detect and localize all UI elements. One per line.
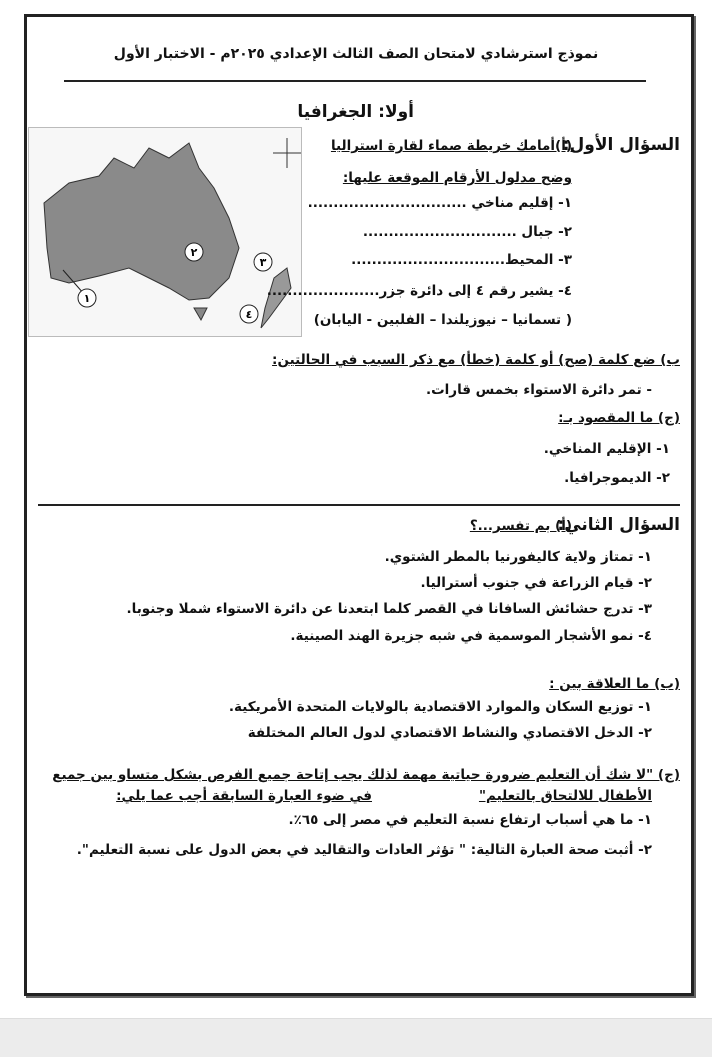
q2-a-item: ٣- تدرج حشائش السافانا في القصر كلما ابتعدنا عن دائرة الاستواء شملا وجنوبا. bbox=[126, 601, 652, 617]
q2-a-title: (أ) بم تفسر...؟ bbox=[469, 518, 572, 534]
q2-c-instruction: في ضوء العبارة السابقة أجب عما يلي: bbox=[116, 788, 372, 804]
q1-c-item: ٢- الديموجرافيا. bbox=[564, 470, 670, 486]
q1-b-title: ب) ضع كلمة (صح) أو كلمة (خطأ) مع ذكر السبب في الحالتين: bbox=[272, 352, 680, 368]
q1-a-options: ( تسمانيا – نيوزيلندا – الفلبين - اليابان) bbox=[313, 312, 572, 328]
q2-c-quote: (ج) "لا شك أن التعليم ضرورة حياتية مهمة لذلك يجب إتاحة جميع الفرص بشكل متساو بين جميع bbox=[52, 767, 680, 783]
q1-a-title: (أ)أمامك خريطة صماء لقارة استراليا bbox=[330, 138, 572, 154]
map-number-3: ٣ bbox=[259, 256, 267, 269]
q2-c-quote-end: الأطفال للالتحاق بالتعليم" bbox=[478, 788, 652, 804]
q2-label: السؤال الثاني: bbox=[557, 515, 680, 535]
q2-a-item: ٤- نمو الأشجار الموسمية في شبه جزيرة الهند الصينية. bbox=[290, 628, 652, 644]
q1-a-item: ١- إقليم مناخي ............................... bbox=[307, 195, 572, 211]
section-divider bbox=[38, 504, 680, 506]
compass-rose-icon bbox=[273, 138, 301, 168]
q2-b-item: ١- توزيع السكان والموارد الاقتصادية بالولايات المتحدة الأمريكية. bbox=[228, 699, 652, 715]
q1-a-item: ٤- يشير رقم ٤ إلى دائرة جزر...................... bbox=[266, 283, 572, 299]
q2-c-item: ١- ما هي أسباب ارتفاع نسبة التعليم في مصر إلى ٦٥٪. bbox=[288, 812, 652, 828]
q2-b-title: (ب) ما العلاقة بين : bbox=[549, 676, 680, 692]
section-title: أولا: الجغرافيا bbox=[297, 102, 414, 122]
q1-a-item: ٢- جبال .............................. bbox=[362, 224, 572, 240]
q2-a-item: ٢- قيام الزراعة في جنوب أستراليا. bbox=[420, 575, 652, 591]
map-number-4: ٤ bbox=[245, 308, 253, 321]
q2-c-item: ٢- أثبت صحة العبارة التالية: " تؤثر العادات والتقاليد في بعض الدول على نسبة التعليم". bbox=[76, 842, 652, 858]
title-divider bbox=[64, 80, 646, 82]
map-number-1: ١ bbox=[83, 292, 91, 305]
q1-a-subtitle: وضح مدلول الأرقام الموقعة عليها: bbox=[342, 170, 572, 186]
q2-b-item: ٢- الدخل الاقتصادي والنشاط الاقتصادي لدول العالم المختلفة bbox=[247, 725, 652, 741]
q1-a-item: ٣- المحيط.............................. bbox=[351, 252, 572, 268]
q1-c-title: (ج) ما المقصود بـ: bbox=[558, 410, 680, 426]
viewer-bottom-bar bbox=[0, 1018, 712, 1057]
q1-b-item: - تمر دائرة الاستواء بخمس قارات. bbox=[425, 382, 652, 398]
map-number-2: ٢ bbox=[190, 246, 198, 259]
q1-c-item: ١- الإقليم المناخي. bbox=[543, 441, 670, 457]
australia-map bbox=[28, 127, 302, 337]
australia-outline bbox=[44, 143, 239, 300]
exam-title: نموذج استرشادي لامتحان الصف الثالث الإعدادي ٢٠٢٥م - الاختبار الأول bbox=[113, 46, 599, 62]
q2-a-item: ١- تمتاز ولاية كاليفورنيا بالمطر الشتوي. bbox=[384, 549, 652, 565]
q1-label: السؤال الأول: bbox=[562, 135, 680, 155]
